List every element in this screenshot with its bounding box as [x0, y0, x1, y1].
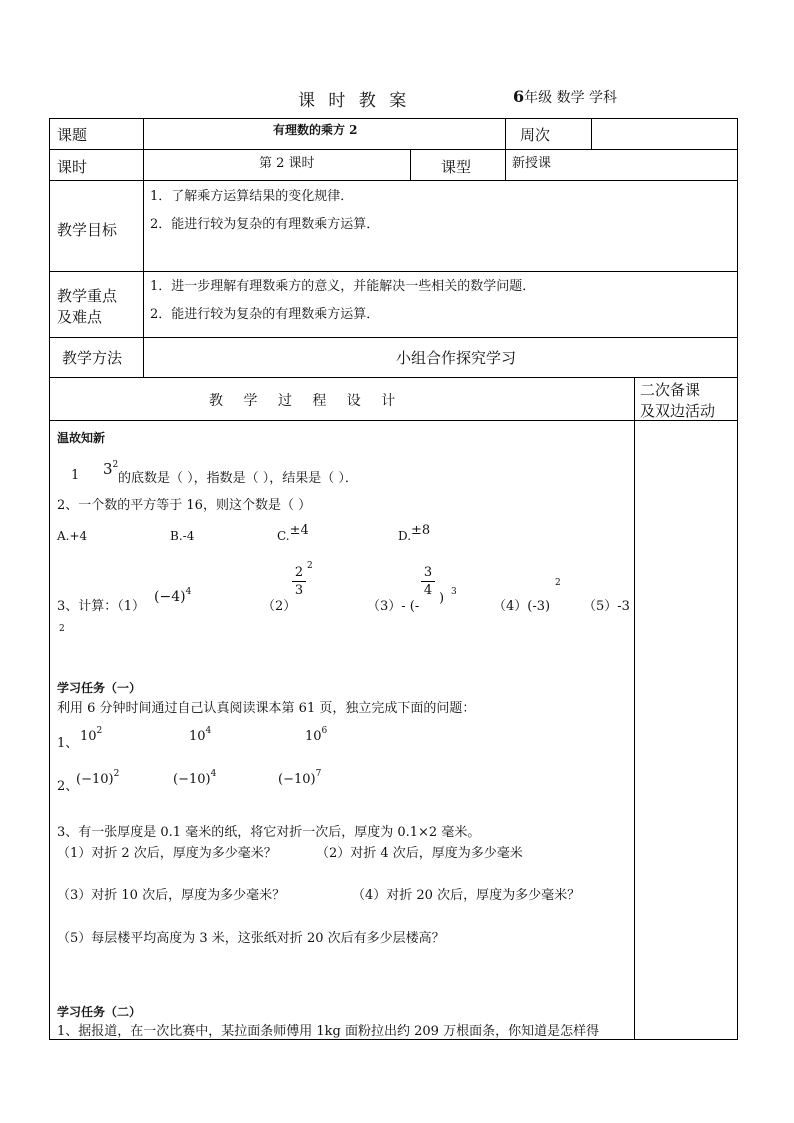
exponent: 2 — [307, 561, 313, 571]
power-expression: $(-10)^4$ — [173, 769, 217, 787]
lesson-plan-title: 课 时 教 案 — [298, 91, 411, 111]
exponent: 2 — [555, 578, 561, 588]
type-value: 新授课 — [512, 156, 552, 171]
task1-q3-1: （1）对折 2 次后，厚度为多少毫米？ — [57, 846, 277, 861]
goal-item: 1．了解乘方运算结果的变化规律． — [150, 189, 354, 204]
review-q3-2-label: （2） — [262, 599, 297, 614]
power-expression: $(-10)^2$ — [76, 769, 120, 787]
hours-label: 课时 — [57, 158, 88, 176]
review-title: 温故知新 — [57, 431, 106, 445]
grade-subject-text: 年级 数学 学科 — [524, 90, 618, 106]
power-expression: $(-10)^7$ — [278, 769, 322, 787]
method-value: 小组合作探究学习 — [396, 349, 517, 367]
review-q3-3-label: （3）- (- — [367, 599, 420, 614]
keypoints-label: 教学重点 — [57, 287, 118, 305]
task1-q3-5: （5）每层楼平均高度为 3 米，这张纸对折 20 次后有多少层楼高？ — [57, 931, 445, 946]
exponent: 2 — [59, 624, 65, 634]
review-q1-text: 的底数是（ ），指数是（ ），结果是（ ）． — [118, 471, 358, 486]
method-label: 教学方法 — [62, 349, 123, 367]
review-q3-4: （4）(-3) — [493, 599, 551, 614]
task1-r1-prefix: 1、 — [57, 736, 79, 751]
review-q1-number: 1 — [71, 468, 80, 483]
review-q2: 2、一个数的平方等于 16，则这个数是（ ） — [57, 498, 312, 513]
task2-q1: 1、据报道，在一次比赛中，某拉面条师傅用 1kg 面粉拉出约 209 万根面条，你知道是怎样得 — [57, 1024, 600, 1039]
task1-r2-prefix: 2、 — [57, 779, 79, 794]
task2-title: 学习任务（二） — [57, 1005, 142, 1019]
process-header: 教 学 过 程 设 计 — [209, 393, 404, 409]
task1-q3-4: （4）对折 20 次后，厚度为多少毫米？ — [352, 888, 581, 903]
power-expression: $(-4)^4$ — [154, 587, 192, 605]
side-header-2: 及双边活动 — [640, 402, 716, 420]
power-expression: $3^2$ — [103, 460, 119, 478]
fraction: 2 3 — [292, 565, 306, 598]
keypoint-item: 1．进一步理解有理数乘方的意义，并能解决一些相关的数学问题． — [150, 279, 536, 294]
task1-q3: 3、有一张厚度是 0.1 毫米的纸，将它对折一次后，厚度为 0.1×2 毫米。 — [57, 825, 481, 840]
side-header: 二次备课 — [640, 381, 701, 399]
week-label: 周次 — [520, 126, 551, 144]
goals-label: 教学目标 — [57, 221, 118, 239]
option-c: C.±4 — [277, 523, 309, 543]
keypoint-item: 2．能进行较为复杂的有理数乘方运算． — [150, 307, 380, 322]
topic-value: 有理数的乘方 2 — [273, 123, 358, 137]
goal-item: 2．能进行较为复杂的有理数乘方运算． — [150, 217, 380, 232]
power-expression: $10^6$ — [305, 726, 328, 744]
task1-q3-3: （3）对折 10 次后，厚度为多少毫米？ — [57, 888, 286, 903]
fraction: 3 4 — [421, 565, 435, 598]
grade-subject — [513, 87, 617, 107]
option-b: B.-4 — [170, 529, 195, 543]
review-q3-prefix: 3、计算：（1） — [57, 599, 146, 614]
hours-value: 第 2 课时 — [259, 156, 315, 171]
grade-number: 6 — [513, 87, 525, 106]
power-expression: $10^4$ — [189, 726, 212, 744]
task1-q3-2: （2）对折 4 次后，厚度为多少毫米 — [316, 846, 523, 861]
task1-intro: 利用 6 分钟时间通过自己认真阅读课本第 61 页，独立完成下面的问题： — [57, 701, 476, 716]
close-paren: ) — [439, 591, 445, 606]
option-d: D.±8 — [398, 523, 431, 543]
topic-label: 课题 — [57, 126, 88, 144]
exponent: 3 — [451, 587, 457, 597]
power-expression: $10^2$ — [80, 726, 103, 744]
type-label: 课型 — [441, 158, 472, 176]
option-a: A.+4 — [57, 529, 88, 543]
review-q3-5: （5）-3 — [583, 599, 630, 614]
task1-title: 学习任务（一） — [57, 681, 142, 695]
keypoints-label-2: 及难点 — [57, 308, 103, 326]
